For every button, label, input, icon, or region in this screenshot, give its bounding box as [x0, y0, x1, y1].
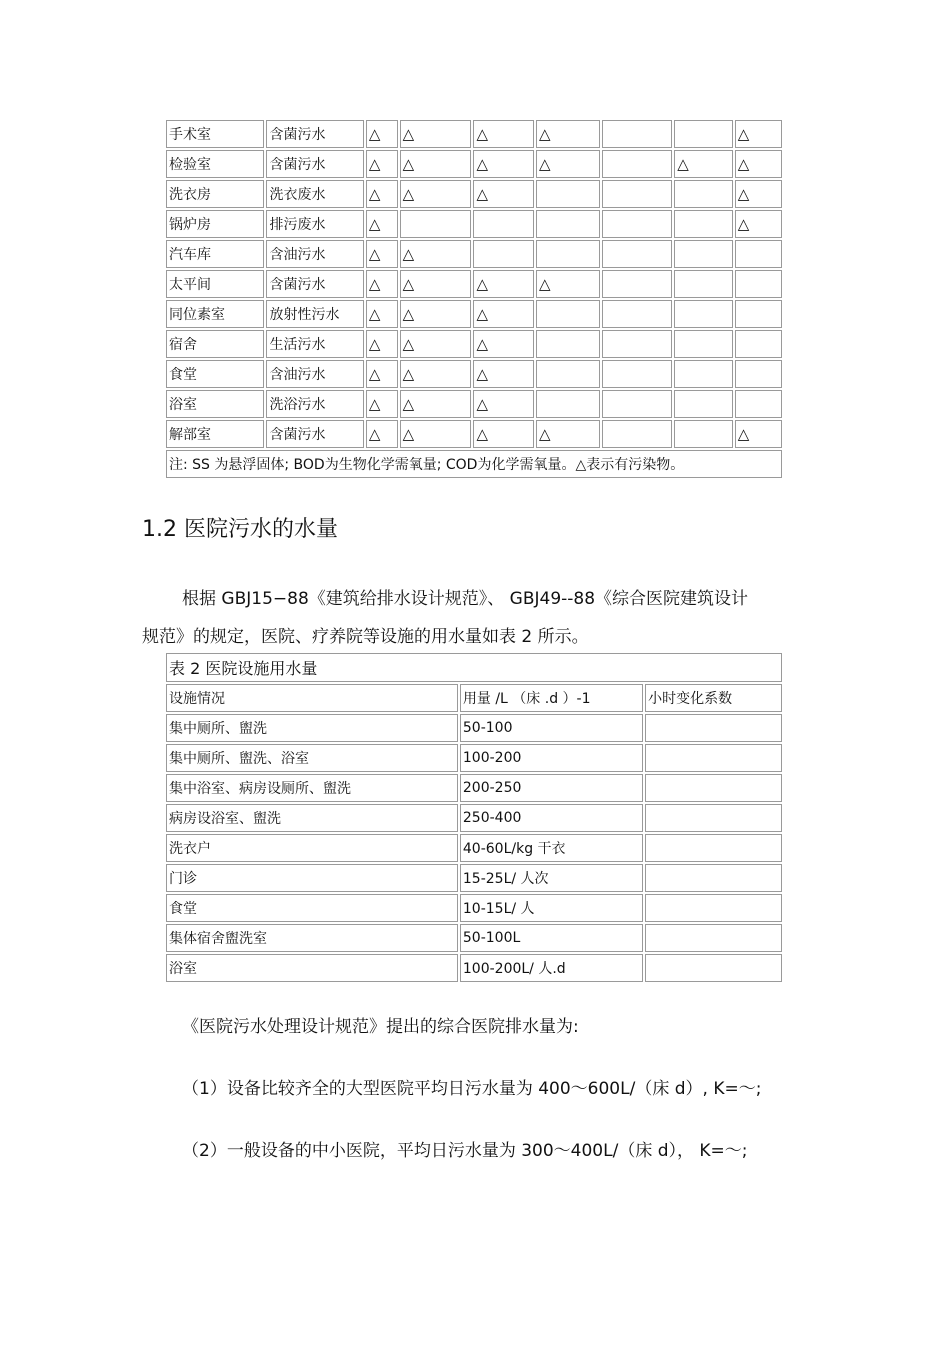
- pollutant-mark-cell: [473, 240, 534, 268]
- table-row: [166, 774, 782, 802]
- pollutant-mark-cell: [536, 360, 600, 388]
- pollutant-mark-cell: [602, 240, 673, 268]
- pollutant-mark-cell: △: [473, 180, 534, 208]
- pollutant-mark-cell: [602, 180, 673, 208]
- table-row: [166, 924, 782, 952]
- usage-cell: 50-100L: [460, 924, 643, 952]
- pollutant-mark-cell: △: [735, 150, 782, 178]
- pollutant-mark-cell: [735, 360, 782, 388]
- table-note-row: [166, 450, 782, 478]
- coefficient-cell: [645, 894, 782, 922]
- header-usage: 用量 /L （床 .d ）-1: [460, 684, 643, 712]
- wastewater-type-cell: 放射性污水: [266, 300, 363, 328]
- room-cell: 食堂: [166, 360, 264, 388]
- facility-cell: 集中厕所、盥洗、浴室: [166, 744, 458, 772]
- wastewater-type-cell: 含油污水: [266, 360, 363, 388]
- room-cell: 锅炉房: [166, 210, 264, 238]
- table-row: [166, 744, 782, 772]
- pollutant-mark-cell: △: [473, 390, 534, 418]
- pollutant-mark-cell: △: [473, 360, 534, 388]
- room-cell: 太平间: [166, 270, 264, 298]
- facility-cell: 门诊: [166, 864, 458, 892]
- table-row: [166, 954, 782, 982]
- room-cell: 手术室: [166, 120, 264, 148]
- paragraph-2: 《医院污水处理设计规范》提出的综合医院排水量为:: [182, 1017, 579, 1037]
- pollutant-mark-cell: △: [735, 180, 782, 208]
- pollutant-mark-cell: [536, 210, 600, 238]
- pollutant-mark-cell: [602, 300, 673, 328]
- usage-cell: 40-60L/kg 干衣: [460, 834, 643, 862]
- pollutant-mark-cell: [735, 330, 782, 358]
- pollutant-mark-cell: △: [735, 420, 782, 448]
- table-row: [166, 834, 782, 862]
- usage-cell: 15-25L/ 人次: [460, 864, 643, 892]
- table-row: [166, 180, 782, 208]
- pollutant-mark-cell: [602, 120, 673, 148]
- pollutant-mark-cell: △: [400, 360, 472, 388]
- usage-cell: 100-200: [460, 744, 643, 772]
- table-row: [166, 240, 782, 268]
- list-item-1: （1）设备比较齐全的大型医院平均日污水量为 400～600L/（床 d）, K=～;: [182, 1079, 762, 1099]
- table-row: [166, 300, 782, 328]
- pollutant-mark-cell: [674, 270, 732, 298]
- list-item-2: （2）一般设备的中小医院，平均日污水量为 300～400L/（床 d）， K=～;: [182, 1141, 748, 1161]
- pollutant-mark-cell: [602, 420, 673, 448]
- coefficient-cell: [645, 744, 782, 772]
- pollutant-mark-cell: [602, 210, 673, 238]
- pollutant-mark-cell: △: [366, 210, 398, 238]
- pollutant-mark-cell: [536, 240, 600, 268]
- pollutant-mark-cell: [735, 390, 782, 418]
- coefficient-cell: [645, 924, 782, 952]
- paragraph-line-2: 规范》的规定，医院、疗养院等设施的用水量如表 2 所示。: [142, 627, 589, 647]
- pollutant-mark-cell: △: [536, 270, 600, 298]
- table-row: [166, 420, 782, 448]
- coefficient-cell: [645, 804, 782, 832]
- wastewater-type-cell: 含菌污水: [266, 420, 363, 448]
- facility-cell: 集中浴室、病房设厕所、盥洗: [166, 774, 458, 802]
- table-row: [166, 150, 782, 178]
- wastewater-type-cell: 含菌污水: [266, 120, 363, 148]
- pollutant-mark-cell: △: [366, 390, 398, 418]
- pollutant-mark-cell: [536, 330, 600, 358]
- pollutant-table: [164, 118, 784, 480]
- coefficient-cell: [645, 954, 782, 982]
- pollutant-mark-cell: [674, 120, 732, 148]
- pollutant-mark-cell: △: [400, 240, 472, 268]
- usage-cell: 50-100: [460, 714, 643, 742]
- pollutant-mark-cell: △: [400, 270, 472, 298]
- pollutant-mark-cell: [602, 150, 673, 178]
- pollutant-mark-cell: △: [400, 330, 472, 358]
- pollutant-mark-cell: △: [366, 270, 398, 298]
- pollutant-mark-cell: [674, 210, 732, 238]
- pollutant-mark-cell: △: [366, 420, 398, 448]
- water-usage-table: [164, 651, 784, 984]
- pollutant-mark-cell: △: [400, 150, 472, 178]
- wastewater-type-cell: 生活污水: [266, 330, 363, 358]
- pollutant-mark-cell: △: [400, 180, 472, 208]
- pollutant-mark-cell: △: [400, 390, 472, 418]
- pollutant-mark-cell: [602, 330, 673, 358]
- usage-cell: 200-250: [460, 774, 643, 802]
- room-cell: 解部室: [166, 420, 264, 448]
- coefficient-cell: [645, 834, 782, 862]
- header-coefficient: 小时变化系数: [645, 684, 782, 712]
- facility-cell: 浴室: [166, 954, 458, 982]
- table-row: [166, 360, 782, 388]
- pollutant-mark-cell: △: [366, 180, 398, 208]
- pollutant-mark-cell: [674, 300, 732, 328]
- pollutant-mark-cell: [602, 270, 673, 298]
- room-cell: 同位素室: [166, 300, 264, 328]
- facility-cell: 病房设浴室、盥洗: [166, 804, 458, 832]
- pollutant-mark-cell: △: [536, 120, 600, 148]
- pollutant-mark-cell: [602, 390, 673, 418]
- room-cell: 检验室: [166, 150, 264, 178]
- pollutant-mark-cell: △: [366, 240, 398, 268]
- pollutant-mark-cell: △: [536, 420, 600, 448]
- pollutant-mark-cell: [674, 330, 732, 358]
- pollutant-mark-cell: △: [473, 120, 534, 148]
- table-caption: 表 2 医院设施用水量: [166, 653, 782, 682]
- table-row: [166, 894, 782, 922]
- pollutant-mark-cell: △: [674, 150, 732, 178]
- facility-cell: 食堂: [166, 894, 458, 922]
- table-note: 注: SS 为悬浮固体; BOD为生物化学需氧量; COD为化学需氧量。△表示有污染物。: [166, 450, 782, 478]
- paragraph-line-1: 根据 GBJ15−88《建筑给排水设计规范》、 GBJ49--88《综合医院建筑设计: [182, 589, 749, 609]
- room-cell: 汽车库: [166, 240, 264, 268]
- coefficient-cell: [645, 864, 782, 892]
- pollutant-mark-cell: △: [735, 210, 782, 238]
- table-row: [166, 804, 782, 832]
- pollutant-mark-cell: △: [366, 120, 398, 148]
- pollutant-mark-cell: [602, 360, 673, 388]
- pollutant-mark-cell: △: [473, 270, 534, 298]
- pollutant-mark-cell: [674, 390, 732, 418]
- wastewater-type-cell: 洗衣废水: [266, 180, 363, 208]
- header-facility: 设施情况: [166, 684, 458, 712]
- pollutant-mark-cell: [674, 360, 732, 388]
- pollutant-mark-cell: △: [366, 360, 398, 388]
- wastewater-type-cell: 排污废水: [266, 210, 363, 238]
- pollutant-mark-cell: △: [400, 420, 472, 448]
- pollutant-mark-cell: [735, 240, 782, 268]
- facility-cell: 洗衣户: [166, 834, 458, 862]
- pollutant-mark-cell: [735, 270, 782, 298]
- table-row: [166, 390, 782, 418]
- facility-cell: 集体宿舍盥洗室: [166, 924, 458, 952]
- pollutant-mark-cell: [674, 420, 732, 448]
- table-row: [166, 714, 782, 742]
- pollutant-mark-cell: [536, 390, 600, 418]
- coefficient-cell: [645, 714, 782, 742]
- pollutant-mark-cell: △: [366, 330, 398, 358]
- table-row: [166, 210, 782, 238]
- pollutant-mark-cell: [674, 180, 732, 208]
- pollutant-mark-cell: △: [473, 420, 534, 448]
- table-caption-row: [166, 653, 782, 682]
- table-header-row: [166, 684, 782, 712]
- section-heading: 1.2 医院污水的水量: [142, 517, 338, 542]
- water-usage-table-body: [166, 714, 782, 982]
- pollutant-mark-cell: [735, 300, 782, 328]
- wastewater-type-cell: 洗浴污水: [266, 390, 363, 418]
- pollutant-mark-cell: △: [473, 150, 534, 178]
- pollutant-mark-cell: △: [536, 150, 600, 178]
- pollutant-mark-cell: [674, 240, 732, 268]
- room-cell: 宿舍: [166, 330, 264, 358]
- pollutant-table-body: [166, 120, 782, 448]
- usage-cell: 250-400: [460, 804, 643, 832]
- wastewater-type-cell: 含油污水: [266, 240, 363, 268]
- coefficient-cell: [645, 774, 782, 802]
- room-cell: 浴室: [166, 390, 264, 418]
- pollutant-mark-cell: △: [473, 300, 534, 328]
- pollutant-mark-cell: [400, 210, 472, 238]
- pollutant-mark-cell: [473, 210, 534, 238]
- pollutant-mark-cell: △: [400, 300, 472, 328]
- pollutant-mark-cell: △: [366, 300, 398, 328]
- usage-cell: 10-15L/ 人: [460, 894, 643, 922]
- pollutant-mark-cell: △: [473, 330, 534, 358]
- pollutant-mark-cell: [536, 300, 600, 328]
- pollutant-mark-cell: △: [735, 120, 782, 148]
- pollutant-mark-cell: △: [366, 150, 398, 178]
- usage-cell: 100-200L/ 人.d: [460, 954, 643, 982]
- room-cell: 洗衣房: [166, 180, 264, 208]
- wastewater-type-cell: 含菌污水: [266, 270, 363, 298]
- wastewater-type-cell: 含菌污水: [266, 150, 363, 178]
- table-row: [166, 330, 782, 358]
- table-row: [166, 270, 782, 298]
- table-row: [166, 864, 782, 892]
- facility-cell: 集中厕所、盥洗: [166, 714, 458, 742]
- pollutant-mark-cell: [536, 180, 600, 208]
- pollutant-mark-cell: △: [400, 120, 472, 148]
- table-row: [166, 120, 782, 148]
